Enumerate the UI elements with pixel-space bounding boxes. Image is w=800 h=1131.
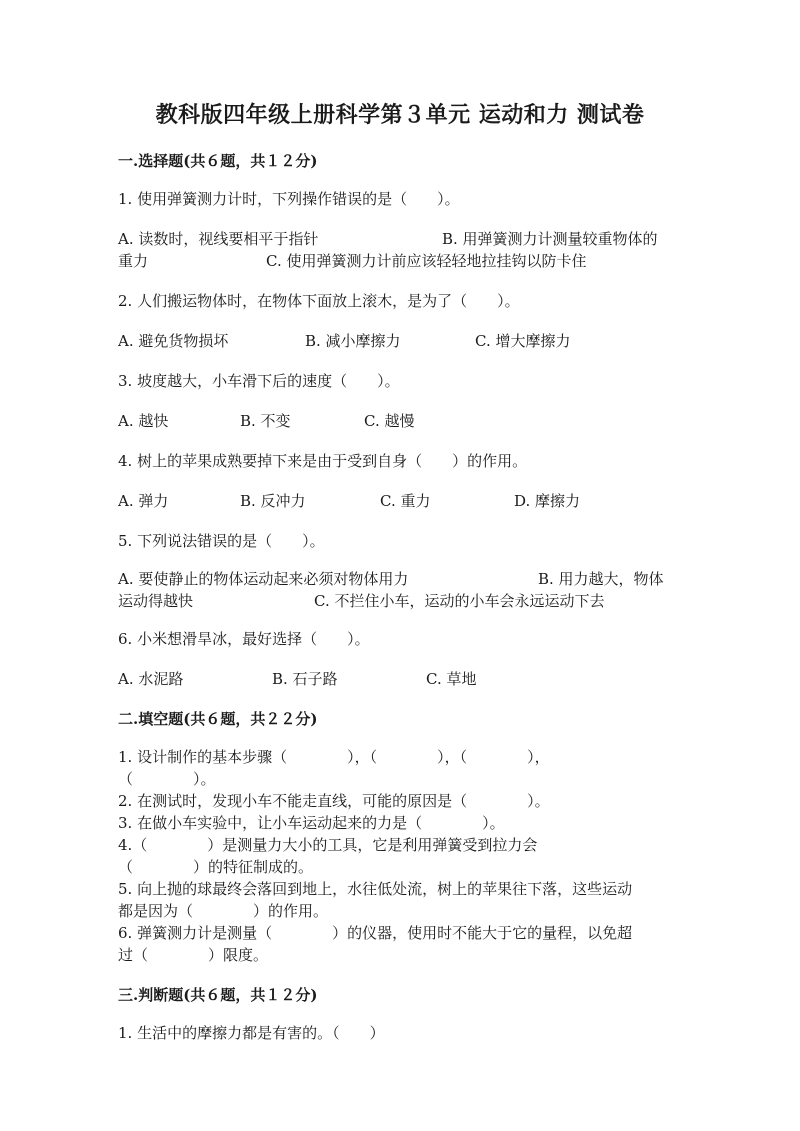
option-5a: A. 要使静止的物体运动起来必须对物体用力 <box>118 570 409 588</box>
question-4: 4. 树上的苹果成熟要掉下来是由于受到自身（ ）的作用。 <box>118 452 528 470</box>
section-header-judge: 三.判断题(共６题，共１２分) <box>118 986 318 1004</box>
option-5b-cont: 运动得越快 <box>118 592 194 610</box>
fill-line: 5. 向上抛的球最终会落回到地上，水往低处流，树上的苹果往下落，这些运动 <box>118 880 633 898</box>
question-3: 3. 坡度越大，小车滑下后的速度（ ）。 <box>118 372 400 390</box>
option-4c: C. 重力 <box>380 492 431 510</box>
option-6b: B. 石子路 <box>272 670 338 688</box>
question-5: 5. 下列说法错误的是（ ）。 <box>118 532 325 550</box>
option-1a: A. 读数时，视线要相平于指针 <box>118 230 319 248</box>
section-header-fill: 二.填空题(共６题，共２２分) <box>118 710 318 728</box>
fill-line: 过（ ）限度。 <box>118 946 269 964</box>
fill-line: 2. 在测试时，发现小车不能走直线，可能的原因是（ ）。 <box>118 792 550 810</box>
fill-line: 1. 设计制作的基本步骤（ ），（ ），（ ）， <box>118 748 550 766</box>
section-header-choice: 一.选择题(共６题，共１２分) <box>118 152 318 170</box>
option-5b: B. 用力越大，物体 <box>538 570 664 588</box>
option-5c: C. 不拦住小车，运动的小车会永远运动下去 <box>314 592 605 610</box>
option-3b: B. 不变 <box>240 412 291 430</box>
option-4a: A. 弹力 <box>118 492 169 510</box>
page-title: 教科版四年级上册科学第３单元 运动和力 测试卷 <box>155 102 645 128</box>
fill-line: 3. 在做小车实验中，让小车运动起来的力是（ ）。 <box>118 814 505 832</box>
option-2b: B. 减小摩擦力 <box>305 332 401 350</box>
option-3c: C. 越慢 <box>364 412 415 430</box>
option-1c: C. 使用弹簧测力计前应该轻轻地拉挂钩以防卡住 <box>266 252 587 270</box>
fill-line: 6. 弹簧测力计是测量（ ）的仪器，使用时不能大于它的量程，以免超 <box>118 924 633 942</box>
judge-line: 1. 生活中的摩擦力都是有害的。（ ） <box>118 1024 385 1042</box>
option-1b-cont: 重力 <box>118 252 149 270</box>
option-1b: B. 用弹簧测力计测量较重物体的 <box>442 230 658 248</box>
option-2c: C. 增大摩擦力 <box>475 332 571 350</box>
option-2a: A. 避免货物损坏 <box>118 332 229 350</box>
option-6a: A. 水泥路 <box>118 670 184 688</box>
question-2: 2. 人们搬运物体时，在物体下面放上滚木，是为了（ ）。 <box>118 292 520 310</box>
fill-line: 都是因为（ ）的作用。 <box>118 902 329 920</box>
option-4b: B. 反冲力 <box>240 492 306 510</box>
option-3a: A. 越快 <box>118 412 169 430</box>
fill-line: 4.（ ）是测量力大小的工具，它是利用弹簧受到拉力会 <box>118 836 538 854</box>
option-4d: D. 摩擦力 <box>514 492 581 510</box>
question-1: 1. 使用弹簧测力计时，下列操作错误的是（ ）。 <box>118 190 460 208</box>
option-6c: C. 草地 <box>426 670 477 688</box>
question-6: 6. 小米想滑旱冰，最好选择（ ）。 <box>118 630 370 648</box>
fill-line: （ ）。 <box>118 770 216 788</box>
fill-line: （ ）的特征制成的。 <box>118 858 314 876</box>
